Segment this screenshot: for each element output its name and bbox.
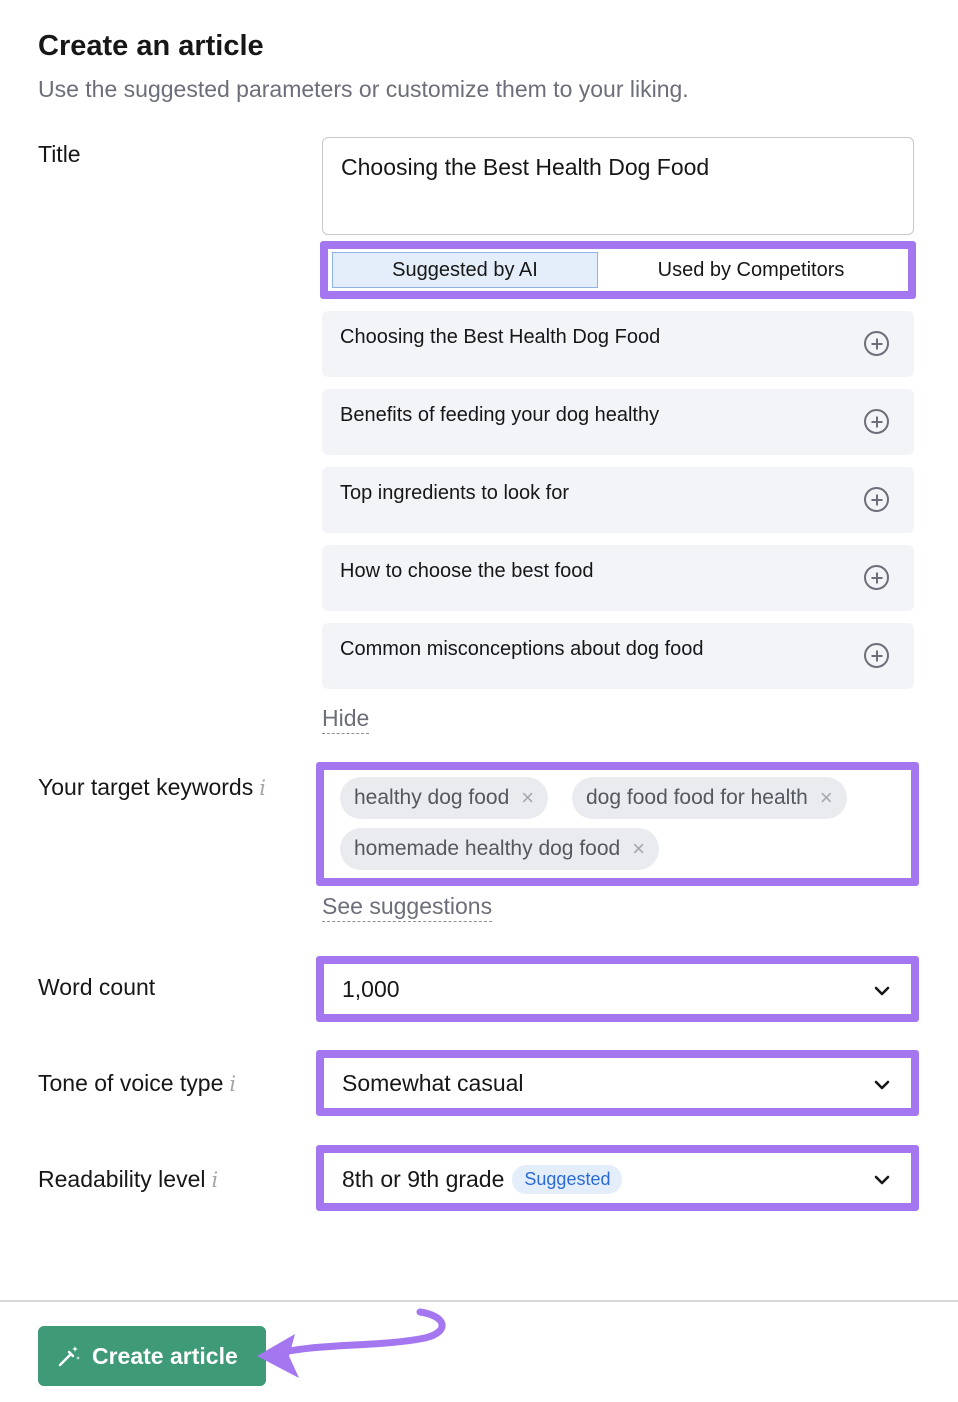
- keyword-chip: [340, 828, 659, 870]
- readability-label-text: Readability level: [38, 1166, 206, 1192]
- chevron-down-icon: [871, 980, 893, 1002]
- page-subtitle: Use the suggested parameters or customize them to your liking.: [38, 76, 689, 102]
- plus-circle-icon[interactable]: [864, 487, 889, 512]
- title-suggestion[interactable]: [322, 389, 914, 455]
- see-suggestions-link[interactable]: See suggestions: [322, 893, 492, 922]
- readability-value-wrap: [342, 1165, 622, 1194]
- tone-label-text: Tone of voice type: [38, 1070, 224, 1096]
- suggestion-text: Benefits of feeding your dog healthy: [340, 404, 660, 426]
- keyword-chip: [572, 777, 847, 819]
- close-icon[interactable]: ×: [819, 785, 833, 810]
- title-suggestion[interactable]: [322, 623, 914, 689]
- readability-value: 8th or 9th grade: [342, 1166, 505, 1192]
- keywords-input[interactable]: [316, 762, 919, 886]
- tone-value: Somewhat casual: [342, 1070, 524, 1096]
- create-article-button[interactable]: [38, 1326, 266, 1386]
- info-icon[interactable]: i: [259, 776, 266, 800]
- keywords-label-text: Your target keywords: [38, 774, 254, 800]
- plus-circle-icon[interactable]: [864, 565, 889, 590]
- title-source-tabs: [320, 241, 916, 299]
- chevron-down-icon: [871, 1074, 893, 1096]
- suggestion-text: Choosing the Best Health Dog Food: [340, 326, 661, 348]
- title-suggestion[interactable]: [322, 545, 914, 611]
- close-icon[interactable]: ×: [632, 836, 646, 861]
- pointer-arrow-icon: [255, 1304, 450, 1388]
- readability-label: [38, 1166, 218, 1193]
- title-suggestion[interactable]: [322, 467, 914, 533]
- magic-wand-icon: [56, 1343, 82, 1369]
- info-icon[interactable]: i: [229, 1072, 237, 1096]
- suggestion-text: Top ingredients to look for: [340, 482, 570, 504]
- suggestion-text: How to choose the best food: [340, 560, 594, 582]
- keyword-chip: [340, 777, 548, 819]
- title-suggestion[interactable]: [322, 311, 914, 377]
- suggested-badge: Suggested: [512, 1165, 622, 1194]
- plus-circle-icon[interactable]: [864, 331, 889, 356]
- create-article-label: Create article: [92, 1342, 238, 1369]
- word-count-select[interactable]: [316, 956, 919, 1022]
- title-label: Title: [38, 141, 81, 167]
- keywords-label: [38, 774, 266, 801]
- word-count-value: 1,000: [342, 976, 400, 1002]
- keyword-chip-label: dog food food for health: [586, 786, 808, 809]
- page-title: Create an article: [38, 30, 264, 62]
- plus-circle-icon[interactable]: [864, 409, 889, 434]
- tone-label: [38, 1070, 236, 1097]
- info-icon[interactable]: i: [211, 1168, 219, 1192]
- keyword-chip-label: healthy dog food: [354, 786, 510, 809]
- keyword-chip-label: homemade healthy dog food: [354, 837, 621, 860]
- suggestion-text: Common misconceptions about dog food: [340, 638, 704, 660]
- hide-link[interactable]: Hide: [322, 705, 369, 734]
- word-count-label: Word count: [38, 974, 156, 1000]
- tab-suggested-by-ai[interactable]: Suggested by AI: [332, 252, 598, 288]
- tone-select[interactable]: [316, 1050, 919, 1116]
- plus-circle-icon[interactable]: [864, 643, 889, 668]
- close-icon[interactable]: ×: [521, 785, 535, 810]
- readability-select[interactable]: [316, 1145, 919, 1211]
- title-input[interactable]: Choosing the Best Health Dog Food: [322, 137, 914, 235]
- tab-used-by-competitors[interactable]: Used by Competitors: [598, 252, 904, 288]
- chevron-down-icon: [871, 1169, 893, 1191]
- footer-divider: [0, 1300, 958, 1302]
